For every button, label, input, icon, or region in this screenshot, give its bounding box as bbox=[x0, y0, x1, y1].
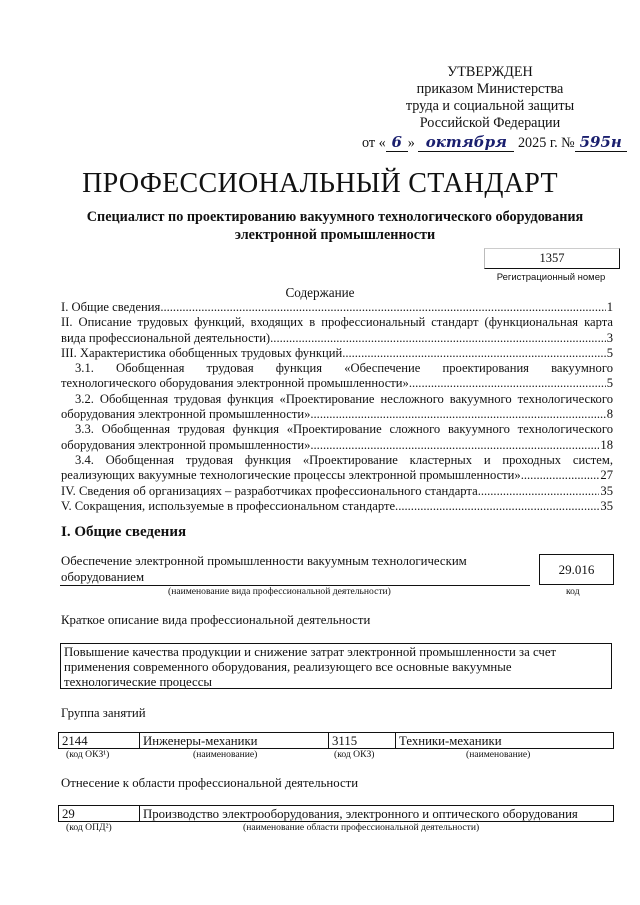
brief-description-label: Краткое описание вида профессиональной деятельности bbox=[61, 613, 371, 627]
subtitle-line: Специалист по проектированию вакуумного технологического оборудования bbox=[86, 209, 584, 225]
okz-name-caption: (наименование) bbox=[193, 749, 258, 760]
registration-number-box: 1357 bbox=[484, 248, 620, 269]
approval-block bbox=[360, 64, 620, 132]
opd-name-caption: (наименование области профессиональной деятельности) bbox=[243, 822, 480, 833]
okz-name-cell: Техники-механики bbox=[396, 733, 614, 749]
opd-code-caption: (код ОПД²) bbox=[66, 822, 112, 833]
toc-page: 18 bbox=[600, 437, 613, 452]
section-heading: I. Общие сведения bbox=[61, 524, 187, 540]
toc-entry[interactable]: технологического оборудования электронной промышленности» ..... 5 bbox=[61, 376, 613, 391]
date-quote: » bbox=[407, 135, 415, 151]
opd-name-cell: Производство электрооборудования, электронного и оптического оборудования bbox=[140, 806, 614, 822]
toc-title: Содержание bbox=[285, 285, 355, 300]
okz-code-caption: (код ОКЗ) bbox=[334, 749, 375, 760]
handwritten-order-number: 595н bbox=[575, 133, 627, 152]
toc-entry-line[interactable]: 3.3. Обобщенная трудовая функция «Проектирование сложного вакуумного технологического bbox=[75, 422, 613, 437]
okz-name-caption: (наименование) bbox=[466, 749, 531, 760]
okz-code-cell: 2144 bbox=[59, 733, 140, 749]
approval-line: УТВЕРЖДЕН bbox=[447, 64, 533, 80]
year-text: 2025 г. № bbox=[517, 135, 575, 151]
activity-code-box: 29.016 bbox=[539, 554, 614, 585]
table-of-contents bbox=[61, 300, 613, 514]
toc-page: 5 bbox=[606, 376, 613, 391]
toc-page: 27 bbox=[600, 468, 613, 483]
toc-page: 5 bbox=[606, 345, 613, 360]
opd-code-cell: 29 bbox=[59, 806, 140, 822]
approval-date-line bbox=[362, 133, 627, 152]
okz-name-cell: Инженеры-механики bbox=[140, 733, 329, 749]
registration-label: Регистрационный номер bbox=[496, 272, 606, 283]
activity-name: Обеспечение электронной промышленности вакуумным технологическим оборудованием bbox=[61, 554, 467, 584]
brief-description-box: Повышение качества продукции и снижение затрат электронной промышленности за счет применения современного оборудования, реализующего все основные вакуумные технологические процессы bbox=[60, 643, 612, 689]
toc-entry[interactable]: V. Сокращения, используемые в профессиональном стандарте ..... 35 bbox=[61, 499, 613, 514]
toc-entry[interactable]: оборудования электронной промышленности» ..... 18 bbox=[61, 438, 613, 453]
toc-page: 3 bbox=[606, 330, 613, 345]
handwritten-month: октября bbox=[418, 133, 514, 152]
document-subtitle bbox=[40, 208, 630, 244]
toc-page: 35 bbox=[600, 498, 613, 513]
table-row bbox=[59, 733, 614, 749]
toc-page: 8 bbox=[606, 407, 613, 422]
subtitle-line: электронной промышленности bbox=[234, 227, 436, 243]
toc-entry[interactable]: I. Общие сведения ..... 1 bbox=[61, 300, 613, 315]
toc-entry[interactable]: оборудования электронной промышленности» ..... 8 bbox=[61, 407, 613, 422]
toc-entry[interactable]: IV. Сведения об организациях – разработчиках профессионального стандарта ..... 35 bbox=[61, 484, 613, 499]
code-caption: код bbox=[566, 586, 580, 597]
approval-line: приказом Министерства bbox=[416, 81, 564, 97]
toc-entry-line[interactable]: 3.4. Обобщенная трудовая функция «Проектирование кластерных и проходных систем, bbox=[75, 452, 613, 467]
approval-line: труда и социальной защиты bbox=[405, 98, 575, 114]
table-row bbox=[59, 806, 614, 822]
okz-code-cell: 3115 bbox=[329, 733, 396, 749]
toc-entry[interactable]: вида профессиональной деятельности) ..... 3 bbox=[61, 331, 613, 346]
toc-entry[interactable]: III. Характеристика обобщенных трудовых функций ..... 5 bbox=[61, 346, 613, 361]
toc-entry-line[interactable]: II. Описание трудовых функций, входящих в профессиональный стандарт (функциональная карта bbox=[61, 315, 613, 330]
activity-caption: (наименование вида профессиональной деятельности) bbox=[168, 586, 391, 597]
toc-entry-line[interactable]: 3.1. Обобщенная трудовая функция «Обеспечение проектирования вакуумного bbox=[75, 361, 613, 376]
occupation-group-label: Группа занятий bbox=[61, 706, 146, 720]
professional-area-table bbox=[58, 805, 614, 822]
toc-page: 35 bbox=[600, 483, 613, 498]
approval-line: Российской Федерации bbox=[419, 115, 561, 131]
toc-entry-line[interactable]: 3.2. Обобщенная трудовая функция «Проектирование несложного вакуумного технологического bbox=[75, 391, 613, 406]
professional-area-label: Отнесение к области профессиональной деятельности bbox=[61, 776, 359, 790]
date-prefix: от « bbox=[362, 135, 386, 151]
handwritten-day: 6 bbox=[386, 133, 408, 152]
toc-page: 1 bbox=[606, 300, 613, 314]
document-title: ПРОФЕССИОНАЛЬНЫЙ СТАНДАРТ bbox=[82, 168, 558, 199]
okz-code-caption: (код ОКЗ¹) bbox=[66, 749, 110, 760]
occupation-group-table bbox=[58, 732, 614, 749]
toc-entry[interactable]: реализующих вакуумные технологические процессы электронной промышленности» ..... 27 bbox=[61, 468, 613, 483]
